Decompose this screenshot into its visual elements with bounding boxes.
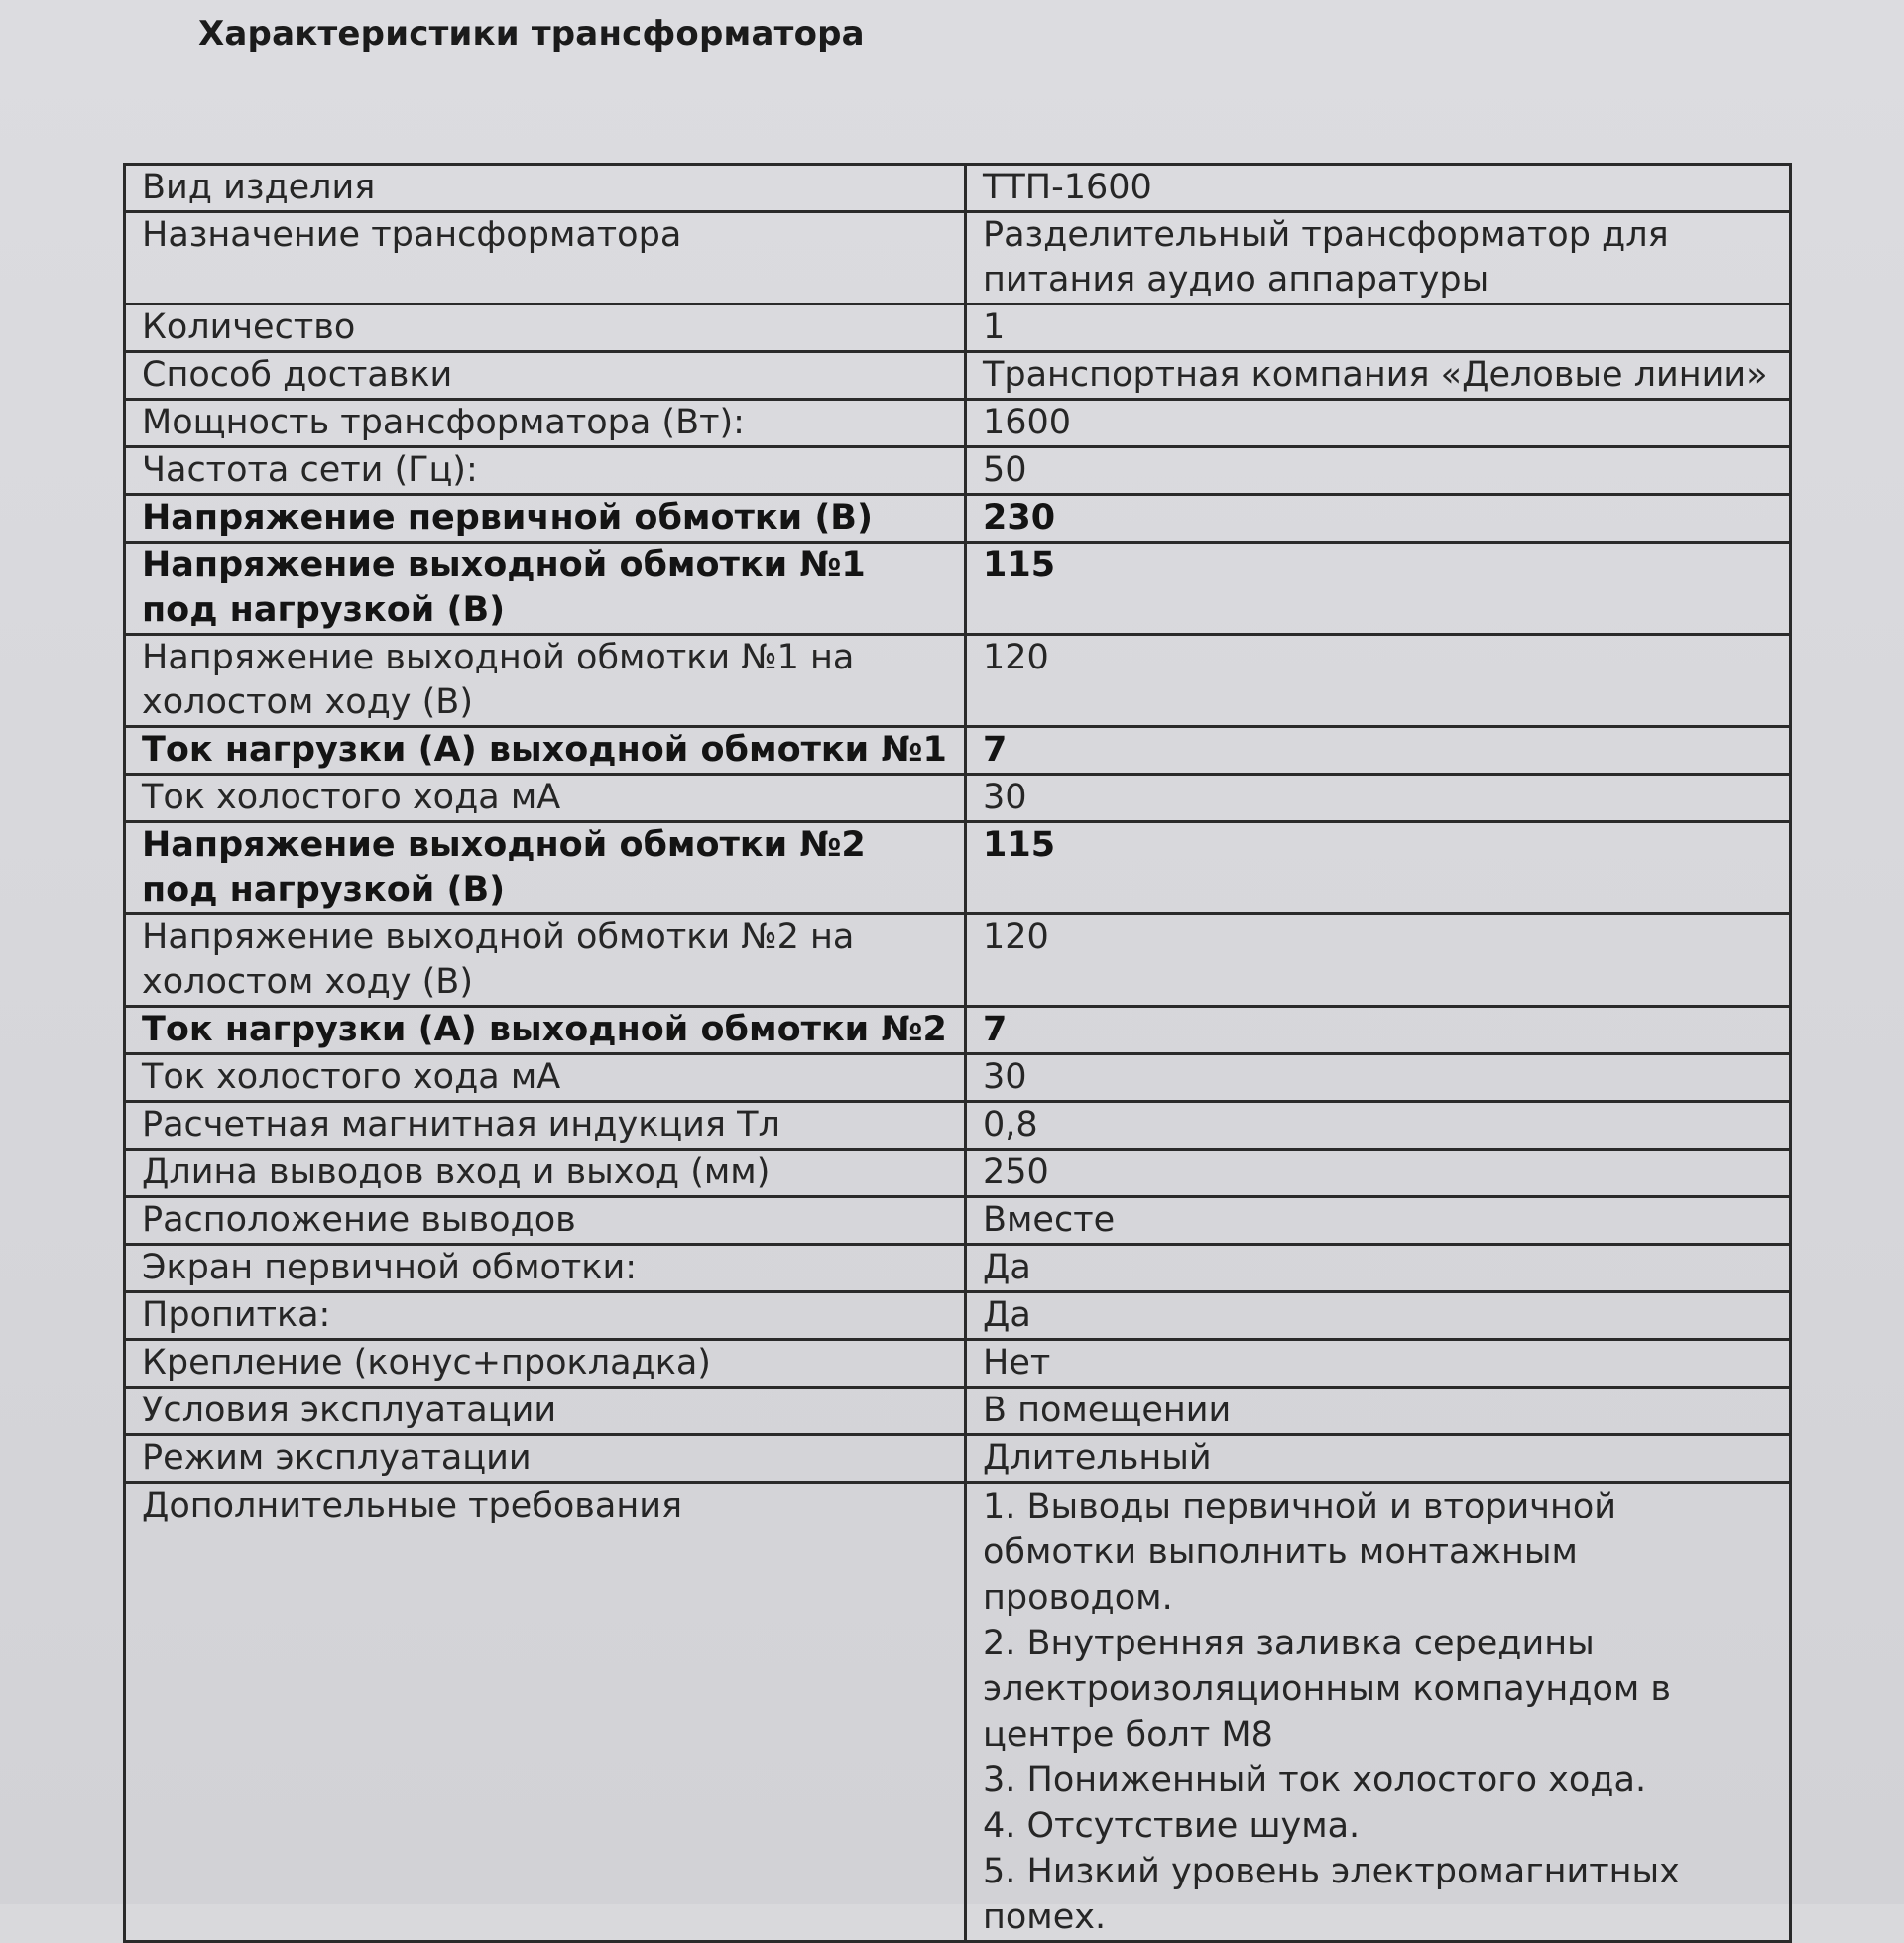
spec-label: Ток холостого хода мА: [125, 775, 966, 822]
list-item: 3. Пониженный ток холостого хода.: [983, 1761, 1647, 1800]
table-row: [125, 1197, 1791, 1245]
table-row: [125, 1102, 1791, 1150]
list-item: 5. Низкий уровень электромагнитных помех.: [983, 1852, 1680, 1937]
spec-value: 120: [966, 635, 1791, 727]
spec-value: Нет: [966, 1340, 1791, 1388]
table-row: [125, 1150, 1791, 1197]
spec-label: Крепление (конус+прокладка): [125, 1340, 966, 1388]
spec-value: 1600: [966, 400, 1791, 447]
spec-label: Пропитка:: [125, 1292, 966, 1340]
table-row: [125, 1435, 1791, 1483]
spec-value: 30: [966, 775, 1791, 822]
spec-value: 7: [966, 727, 1791, 775]
spec-value: 30: [966, 1054, 1791, 1102]
spec-value: Разделительный трансформатор для питания аудио аппаратуры: [966, 212, 1791, 304]
spec-value: В помещении: [966, 1388, 1791, 1435]
spec-label: Ток нагрузки (А) выходной обмотки №1: [125, 727, 966, 775]
list-item: 1. Выводы первичной и вторичной обмотки выполнить монтажным проводом.: [983, 1487, 1617, 1618]
table-row: [125, 400, 1791, 447]
list-item: 2. Внутренняя заливка середины электроизоляционным компаундом в центре болт М8: [983, 1624, 1672, 1755]
table-row: [125, 304, 1791, 352]
spec-value: 120: [966, 914, 1791, 1007]
spec-label: Расположение выводов: [125, 1197, 966, 1245]
document-title: Характеристики трансформатора: [198, 14, 865, 54]
spec-label: Ток холостого хода мА: [125, 1054, 966, 1102]
spec-value: 115: [966, 543, 1791, 635]
spec-table-body: [125, 165, 1791, 1942]
spec-value: Да: [966, 1245, 1791, 1292]
spec-value: ТТП-1600: [966, 165, 1791, 212]
spec-label: Назначение трансформатора: [125, 212, 966, 304]
spec-label: Мощность трансформатора (Вт):: [125, 400, 966, 447]
spec-label: Длина выводов вход и выход (мм): [125, 1150, 966, 1197]
spec-label: Расчетная магнитная индукция Тл: [125, 1102, 966, 1150]
table-row: [125, 727, 1791, 775]
spec-label: Напряжение выходной обмотки №1 на холостом ходу (В): [125, 635, 966, 727]
spec-value: [966, 1483, 1791, 1942]
spec-value: Транспортная компания «Деловые линии»: [966, 352, 1791, 400]
spec-label: Условия эксплуатации: [125, 1388, 966, 1435]
table-row: [125, 1007, 1791, 1054]
spec-label: Напряжение выходной обмотки №1 под нагрузкой (В): [125, 543, 966, 635]
spec-value: 1: [966, 304, 1791, 352]
table-row: [125, 165, 1791, 212]
spec-label: Ток нагрузки (А) выходной обмотки №2: [125, 1007, 966, 1054]
requirements-list: [983, 1484, 1775, 1940]
list-item: 4. Отсутствие шума.: [983, 1806, 1361, 1846]
spec-value: Вместе: [966, 1197, 1791, 1245]
spec-label: Режим эксплуатации: [125, 1435, 966, 1483]
table-row: [125, 447, 1791, 495]
table-row: [125, 1388, 1791, 1435]
spec-value: Да: [966, 1292, 1791, 1340]
table-row: [125, 352, 1791, 400]
table-row-additional: [125, 1483, 1791, 1942]
spec-table: [123, 163, 1792, 1943]
table-row: [125, 1340, 1791, 1388]
table-row: [125, 543, 1791, 635]
spec-label: Частота сети (Гц):: [125, 447, 966, 495]
table-row: [125, 822, 1791, 914]
table-row: [125, 212, 1791, 304]
spec-label: Напряжение выходной обмотки №2 на холостом ходу (В): [125, 914, 966, 1007]
table-row: [125, 1054, 1791, 1102]
table-row: [125, 1245, 1791, 1292]
spec-label: Экран первичной обмотки:: [125, 1245, 966, 1292]
spec-value: 50: [966, 447, 1791, 495]
table-row: [125, 495, 1791, 543]
spec-value: 115: [966, 822, 1791, 914]
spec-label: Количество: [125, 304, 966, 352]
spec-label: Напряжение первичной обмотки (В): [125, 495, 966, 543]
table-row: [125, 635, 1791, 727]
table-row: [125, 914, 1791, 1007]
spec-value: 0,8: [966, 1102, 1791, 1150]
spec-label: Способ доставки: [125, 352, 966, 400]
table-row: [125, 775, 1791, 822]
spec-value: 250: [966, 1150, 1791, 1197]
spec-value: 230: [966, 495, 1791, 543]
spec-label: Напряжение выходной обмотки №2 под нагрузкой (В): [125, 822, 966, 914]
spec-label: Дополнительные требования: [125, 1483, 966, 1942]
table-row: [125, 1292, 1791, 1340]
spec-value: 7: [966, 1007, 1791, 1054]
spec-label: Вид изделия: [125, 165, 966, 212]
spec-value: Длительный: [966, 1435, 1791, 1483]
